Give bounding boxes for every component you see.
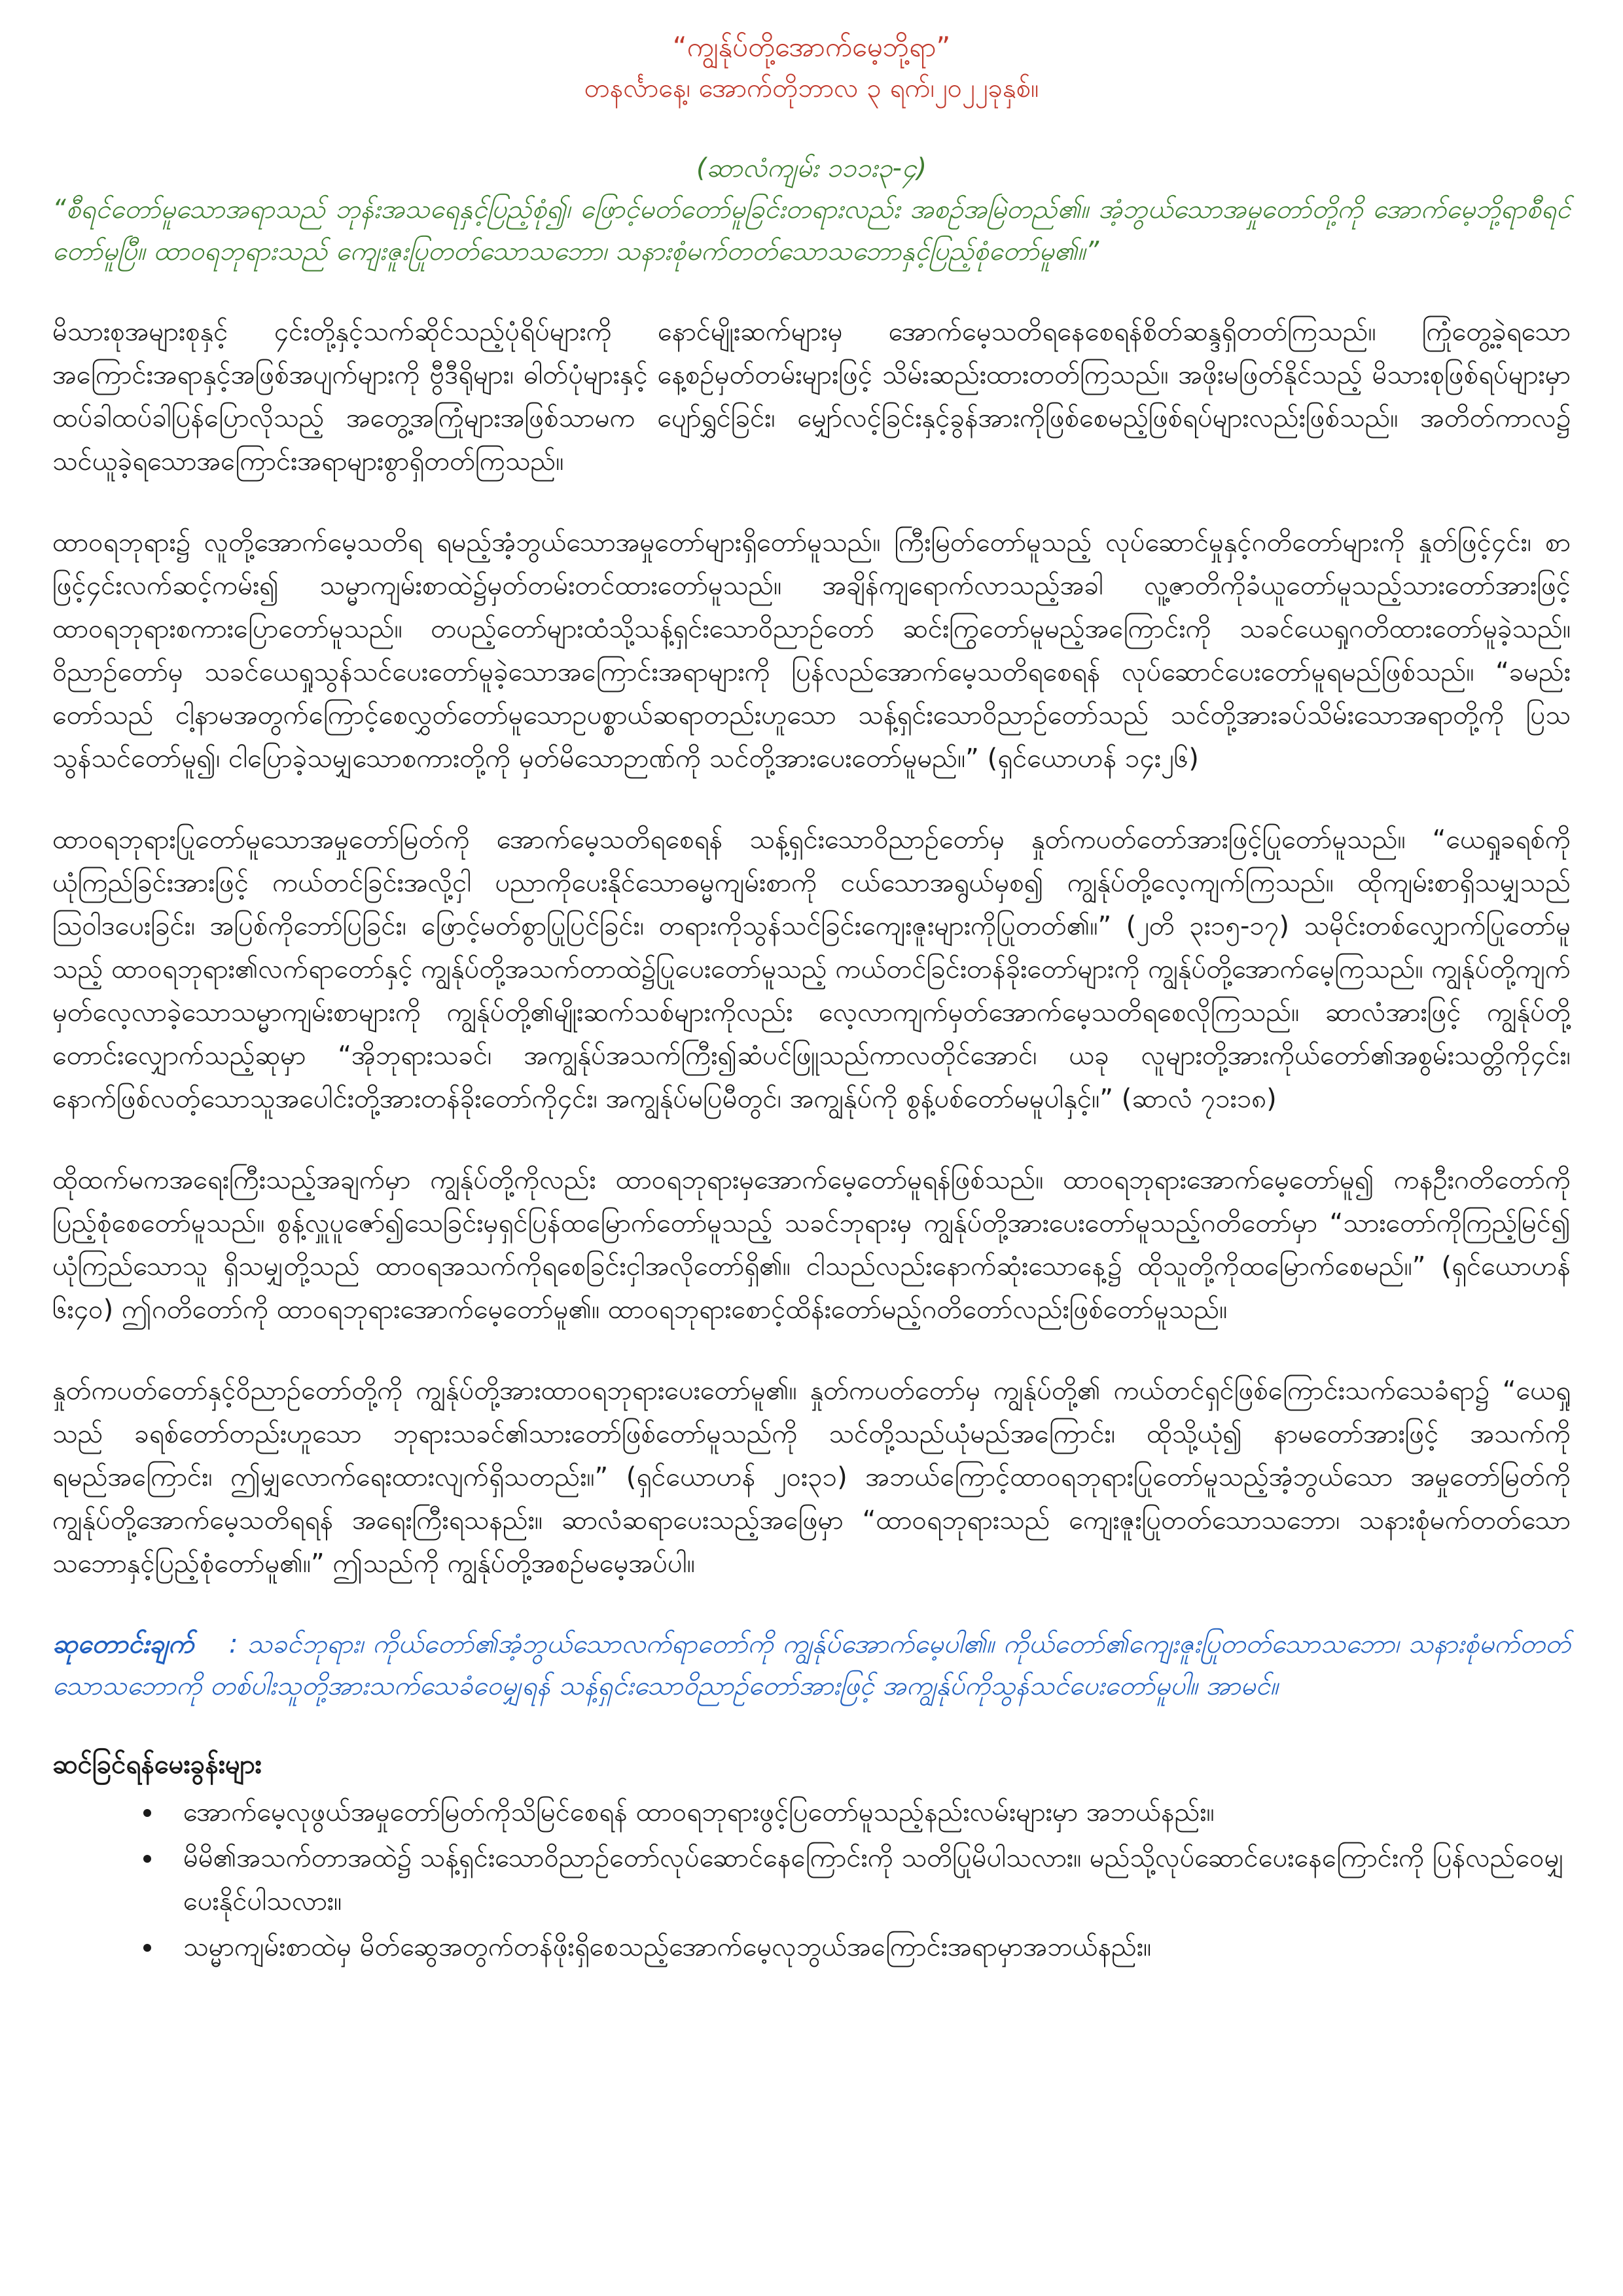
body-paragraph-1: မိသားစုအများစုနှင့် ၄င်းတို့နှင့်သက်ဆိုင်သည့်ပုံရိပ်များကို နောင်မျိုးဆက်များမှ အောက်မေ့သတိရနေစေရန်စိတ်ဆန္ဒရှိတတ်ကြသည်။ ကြုံတွေ့ခဲ့ရသောအကြောင်းအရာနှင့်အဖြစ်အပျက်များကို ဗွီဒီရိုများ၊ ဓါတ်ပုံများနှင့် နေ့စဉ်မှတ်တမ်းများဖြင့် သိမ်းဆည်းထားတတ်ကြသည်။ အဖိုးမဖြတ်နိုင်သည့် မိသားစုဖြစ်ရပ်များမှာ ထပ်ခါထပ်ခါပြန်ပြောလိုသည့် အတွေ့အကြုံများအဖြစ်သာမက ပျော်ရွှင်ခြင်း၊ မျှော်လင့်ခြင်းနှင့်ခွန်အားကိုဖြစ်စေမည့်ဖြစ်ရပ်များလည်းဖြစ်သည်။ အတိတ်ကာလ၌ သင်ယူခဲ့ရသောအကြောင်းအရာများစွာရှိတတ်ကြသည်။ — [52, 317, 1571, 476]
questions-list — [52, 1791, 1571, 1969]
body-paragraph-4: ထိုထက်မကအရေးကြီးသည့်အချက်မှာ ကျွန်ုပ်တို့ကိုလည်း ထာဝရဘုရားမှအောက်မေ့တော်မူရန်ဖြစ်သည်။ ထာဝရဘုရားအောက်မေ့တော်မူ၍ ကနဦးဂတိတော်ကိုပြည့်စုံစေတော်မူသည်။ စွန့်လှူပူဇော်၍သေခြင်းမှရှင်ပြန်ထမြောက်တော်မူသည့် သခင်ဘုရားမှ ကျွန်ုပ်တို့အားပေးတော်မူသည့်ဂတိတော်မှာ “သားတော်ကိုကြည့်မြင်၍ ယုံကြည်သောသူ ရှိသမျှတို့သည် ထာဝရအသက်ကိုရစေခြင်းငှါအလိုတော်ရှိ၏။ ငါသည်လည်းနောက်ဆုံးသောနေ့၌ ထိုသူတို့ကိုထမြောက်စေမည်။” (ရှင်ယောဟန် ၆း၄၀) ဤဂတိတော်ကို ထာဝရဘုရားအောက်မေ့တော်မူ၏။ ထာဝရဘုရားစောင့်ထိန်းတော်မည့်ဂတိတော်လည်းဖြစ်တော်မူသည်။ — [52, 1165, 1571, 1325]
prayer-section — [52, 1623, 1571, 1707]
date-line: တနင်္လာနေ့၊ အောက်တိုဘာလ ၃ ရက်၊၂၀၂၂ခုနှစ်။ — [584, 73, 1039, 103]
prayer-text: : သခင်ဘုရား၊ ကိုယ်တော်၏အံ့ဘွယ်သောလက်ရာတော်ကို ကျွန်ုပ်အောက်မေ့ပါ၏။ ကိုယ်တော်၏ကျေးဇူးပြုတတ်သောသဘော၊ သနားစုံမက်တတ်သောသဘောကို တစ်ပါးသူတို့အားသက်သေခံဝေမျှရန် သန့်ရှင်းသောဝိညာဉ်တော်အားဖြင့် အကျွန်ုပ်ကိုသွန်သင်ပေးတော်မူပါ။ အာမင်။ — [52, 1629, 1571, 1701]
list-item: • သမ္မာကျမ်းစာထဲမှ မိတ်ဆွေအတွက်တန်ဖိုးရှိစေသည့်အောက်မေ့လုဘွယ်အကြောင်းအရာမှာအဘယ်နည်း။ — [164, 1926, 1571, 1969]
scripture-reference: (ဆာလံကျမ်း ၁၁၁း၃-၄) — [696, 153, 927, 183]
body-paragraph-3: ထာဝရဘုရားပြုတော်မူသောအမှုတော်မြတ်ကို အောက်မေ့သတိရစေရန် သန့်ရှင်းသောဝိညာဉ်တော်မှ နှုတ်ကပတ်တော်အားဖြင့်ပြုတော်မူသည်။ “ယေရှုခရစ်ကိုယုံကြည်ခြင်းအားဖြင့် ကယ်တင်ခြင်းအလို့ငှါ ပညာကိုပေးနိုင်သောဓမ္မကျမ်းစာကို ငယ်သောအရွယ်မှစ၍ ကျွန်ုပ်တို့လေ့ကျက်ကြသည်။ ထိုကျမ်းစာရှိသမျှသည် ဩဝါဒပေးခြင်း၊ အပြစ်ကိုဘော်ပြခြင်း၊ ဖြောင့်မတ်စွာပြုပြင်ခြင်း၊ တရားကိုသွန်သင်ခြင်းကျေးဇူးများကိုပြုတတ်၏။” (၂တိ ၃း၁၅-၁၇) သမိုင်းတစ်လျှောက်ပြုတော်မူသည့် ထာဝရဘုရား၏လက်ရာတော်နှင့် ကျွန်ုပ်တို့အသက်တာထဲ၌ပြုပေးတော်မူသည့် ကယ်တင်ခြင်းတန်ခိုးတော်များကို ကျွန်ုပ်တို့အောက်မေ့ကြသည်။ ကျွန်ုပ်တို့ကျက်မှတ်လေ့လာခဲ့သောသမ္မာကျမ်းစာများကို ကျွန်ုပ်တို့၏မျိုးဆက်သစ်များကိုလည်း လေ့လာကျက်မှတ်အောက်မေ့သတိရစေလိုကြသည်။ ဆာလံအားဖြင့် ကျွန်ုပ်တို့တောင်းလျှောက်သည့်ဆုမှာ “အိုဘုရားသခင်၊ အကျွန်ုပ်အသက်ကြီး၍ဆံပင်ဖြူသည်ကာလတိုင်အောင်၊ ယခု လူများတို့အားကိုယ်တော်၏အစွမ်းသတ္တိကို၄င်း၊ နောက်ဖြစ်လတ့်သောသူအပေါင်းတို့အားတန်ခိုးတော်ကို၄င်း၊ အကျွန်ုပ်မပြမီတွင်၊ အကျွန်ုပ်ကို စွန့်ပစ်တော်မမူပါနှင့်။” (ဆာလံ ၇၁း၁၈) — [52, 825, 1571, 1114]
page-title: “ကျွန်ုပ်တို့အောက်မေ့ဘို့ရာ” — [672, 31, 951, 63]
body-paragraph-2: ထာဝရဘုရား၌ လူတို့အောက်မေ့သတိရ ရမည့်အံ့ဘွယ်သောအမှုတော်များရှိတော်မူသည်။ ကြီးမြတ်တော်မူသည့် လုပ်ဆောင်မှုနှင့်ဂတိတော်များကို နှုတ်ဖြင့်၄င်း၊ စာဖြင့်၄င်းလက်ဆင့်ကမ်း၍ သမ္မာကျမ်းစာထဲ၌မှတ်တမ်းတင်ထားတော်မူသည်။ အချိန်ကျရောက်လာသည့်အခါ လူ့ဇာတိကိုခံယူတော်မူသည့်သားတော်အားဖြင့် ထာဝရဘုရားစကားပြောတော်မူသည်။ တပည့်တော်များထံသို့သန့်ရှင်းသောဝိညာဉ်တော် ဆင်းကြွတော်မူမည့်အကြောင်းကို သခင်ယေရှုဂတိထားတော်မူခဲ့သည်။ ဝိညာဉ်တော်မှ သခင်ယေရှုသွန်သင်ပေးတော်မူခဲ့သောအကြောင်းအရာများကို ပြန်လည်အောက်မေ့သတိရစေရန် လုပ်ဆောင်ပေးတော်မူရမည်ဖြစ်သည်။ “ခမည်းတော်သည် ငါ့နာမအတွက်ကြောင့်စေလွှတ်တော်မူသောဥပစ္စာယ်ဆရာတည်းဟူသော သန့်ရှင်းသောဝိညာဉ်တော်သည် သင်တို့အားခပ်သိမ်းသောအရာတို့ကို ပြသသွန်သင်တော်မူ၍၊ ငါပြောခဲ့သမျှသောစကားတို့ကို မှတ်မိသောဉာဏ်ကို သင်တို့အားပေးတော်မူမည်။” (ရှင်ယောဟန် ၁၄း၂၆) — [52, 528, 1571, 774]
body-paragraph-5: နှုတ်ကပတ်တော်နှင့်ဝိညာဉ်တော်တို့ကို ကျွန်ုပ်တို့အားထာဝရဘုရားပေးတော်မူ၏။ နှုတ်ကပတ်တော်မှ ကျွန်ုပ်တို့၏ ကယ်တင်ရှင်ဖြစ်ကြောင်းသက်သေခံရာ၌ “ယေရှုသည် ခရစ်တော်တည်းဟူသော ဘုရားသခင်၏သားတော်ဖြစ်တော်မူသည်ကို သင်တို့သည်ယုံမည်အကြောင်း၊ ထိုသို့ယုံ၍ နာမတော်အားဖြင့် အသက်ကိုရမည်အကြောင်း၊ ဤမျှလောက်ရေးထားလျက်ရှိသတည်း။” (ရှင်ယောဟန် ၂၀း၃၁) အဘယ်ကြောင့်ထာဝရဘုရားပြုတော်မူသည့်အံ့ဘွယ်သော အမှုတော်မြတ်ကို ကျွန်ုပ်တို့အောက်မေ့သတိရရန် အရေးကြီးရသနည်း။ ဆာလံဆရာပေးသည့်အဖြေမှာ “ထာဝရဘုရားသည် ကျေးဇူးပြုတတ်သောသဘော၊ သနားစုံမက်တတ်သောသဘောနှင့်ပြည့်စုံတော်မူ၏။” ဤသည်ကို ကျွန်ုပ်တို့အစဉ်မမေ့အပ်ပါ။ — [52, 1376, 1571, 1579]
list-item: • အောက်မေ့လုဖွယ်အမှုတော်မြတ်ကိုသိမြင်စေရန် ထာဝရဘုရားဖွင့်ပြတော်မူသည့်နည်းလမ်းများမှာ အဘယ်နည်း။ — [164, 1791, 1571, 1834]
prayer-label: ဆုတောင်းချက် — [52, 1629, 194, 1659]
scripture-text: “စီရင်တော်မူသောအရာသည် ဘုန်းအသရေနှင့်ပြည့်စုံ၍၊ ဖြောင့်မတ်တော်မူခြင်းတရားလည်း အစဉ်အမြဲတည်၏။ အံ့ဘွယ်သောအမှုတော်တို့ကို အောက်မေ့ဘို့ရာစီရင်တော်မူပြီ။ ထာဝရဘုရားသည် ကျေးဇူးပြုတတ်သောသဘော၊ သနားစုံမက်တတ်သောသဘောနှင့်ပြည့်စုံတော်မူ၏။” — [52, 194, 1571, 266]
questions-heading: ဆင်ခြင်ရန်မေးခွန်းများ — [52, 1749, 262, 1780]
list-item: • မိမိ၏အသက်တာအထဲ၌ သန့်ရှင်းသောဝိညာဉ်တော်လုပ်ဆောင်နေကြောင်းကို သတိပြုမိပါသလား။ မည်သို့လုပ်ဆောင်ပေးနေကြောင်းကို ပြန်လည်ဝေမျှပေးနိုင်ပါသလား။ — [164, 1837, 1571, 1923]
devotional-page — [52, 26, 1571, 1971]
